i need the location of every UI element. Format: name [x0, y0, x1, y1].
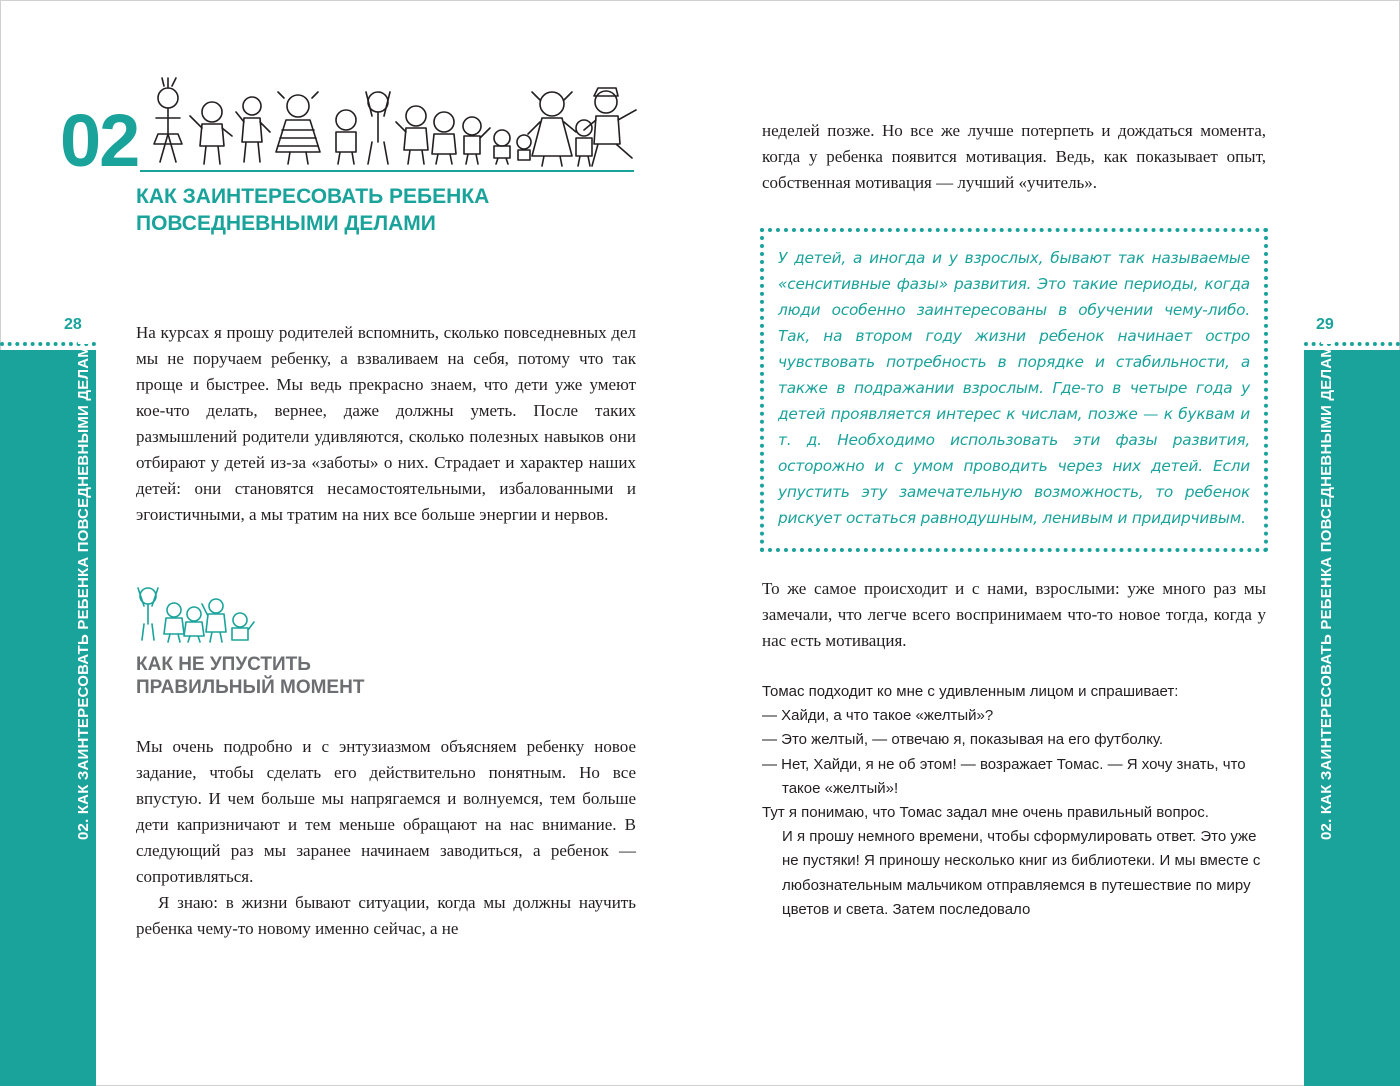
- chapter-rule: [140, 170, 634, 172]
- dialog-line-6: И я прошу немного времени, чтобы сформулировать ответ. Это уже не пустяки! Я приношу несколько книг из библиотеки. И мы вместе с любознательным мальчиком отправляемся в путешествие по миру цветов и света. Затем последовало: [782, 828, 1261, 918]
- chapter-title-line-1: КАК ЗАИНТЕРЕСОВАТЬ РЕБЕНКА: [136, 185, 490, 208]
- dialog-line-2: — Хайди, а что такое «желтый»?: [762, 707, 994, 725]
- dialog-line-3: — Это желтый, — отвечаю я, показывая на его футболку.: [762, 731, 1164, 749]
- left-paragraph-2: Мы очень подробно и с энтузиазмом объясняем ребенку новое задание, чтобы сделать его действительно понятным. Но все впустую. И чем больше мы напрягаемся и волнуемся, тем больше дети капризничают и тем меньше обращают на нас внимание. В следующий раз мы заранее начинаем заводиться, а ребенок — сопротивляться.: [136, 737, 636, 886]
- section-subtitle: [136, 653, 364, 699]
- dialog-line-4: — Нет, Хайди, я не об этом! — возражает Томас. — Я хочу знать, что такое «желтый»!: [762, 755, 1246, 797]
- running-title-left: 02. КАК ЗАИНТЕРЕСОВАТЬ РЕБЕНКА ПОВСЕДНЕВНЫМИ ДЕЛАМИ: [75, 334, 92, 840]
- page-number-right: 29: [1316, 316, 1334, 333]
- chapter-title-line-2: ПОВСЕДНЕВНЫМИ ДЕЛАМИ: [136, 212, 436, 235]
- children-illustration: [132, 72, 644, 172]
- dialog-block: [762, 680, 1266, 922]
- small-children-illustration: [132, 580, 256, 644]
- chapter-number: 02: [60, 99, 139, 182]
- right-paragraph-1: неделей позже. Но все же лучше потерпеть и дождаться момента, когда у ребенка появится мотивация. Ведь, как показывает опыт, собственная мотивация — лучший «учитель».: [762, 121, 1266, 192]
- dialog-line-5: Тут я понимаю, что Томас задал мне очень правильный вопрос.: [762, 804, 1209, 822]
- note-text: У детей, а иногда и у взрослых, бывают так называемые «сенситивные фазы» развития. Это такие периоды, когда люди особенно заинтересованы в обучении чему-либо. Так, на втором году жизни ребенок начинает остро чувствовать потребность в порядке и стабильности, а также в подражании взрослым. Где-то в четыре года у детей проявляется интерес к числам, позже — к буквам и т. д. Необходимо использовать эти фазы развития, осторожно и с умом проводить через них детей. Если упустить эту замечательную возможность, то ребенок рискует остаться равнодушным, ленивым и придирчивым.: [778, 249, 1250, 527]
- dialog-line-1: Томас подходит ко мне с удивленным лицом и спрашивает:: [762, 683, 1179, 700]
- running-title-right: 02. КАК ЗАИНТЕРЕСОВАТЬ РЕБЕНКА ПОВСЕДНЕВНЫМИ ДЕЛАМИ: [1318, 334, 1335, 840]
- subtitle-line-2: ПРАВИЛЬНЫЙ МОМЕНТ: [136, 677, 365, 698]
- left-paragraph-3: Я знаю: в жизни бывают ситуации, когда мы должны научить ребенка чему-то новому именно сейчас, а не: [136, 893, 636, 938]
- note-box: [760, 228, 1268, 552]
- left-text-block: [136, 734, 636, 942]
- chapter-title: [136, 183, 489, 237]
- left-paragraph-1: На курсах я прошу родителей вспомнить, сколько повседневных дел мы не поручаем ребенку, а взваливаем на себя, потому что так проще и быстрее. Мы ведь прекрасно знаем, что дети уже умеют кое-что делать, вернее, даже должны уметь. После таких размышлений родители удивляются, сколько полезных навыков они отбирают у детей из-за «заботы» о них. Страдает и характер наших детей: они становятся несамостоятельными, избалованными и эгоистичными, а мы тратим на них все больше энергии и нервов.: [136, 323, 636, 524]
- subtitle-line-1: КАК НЕ УПУСТИТЬ: [136, 654, 311, 675]
- page-number-left: 28: [64, 316, 82, 333]
- right-paragraph-2: То же самое происходит и с нами, взрослыми: уже много раз мы замечали, что легче всего воспринимаем что-то новое тогда, когда у нас есть мотивация.: [762, 579, 1266, 650]
